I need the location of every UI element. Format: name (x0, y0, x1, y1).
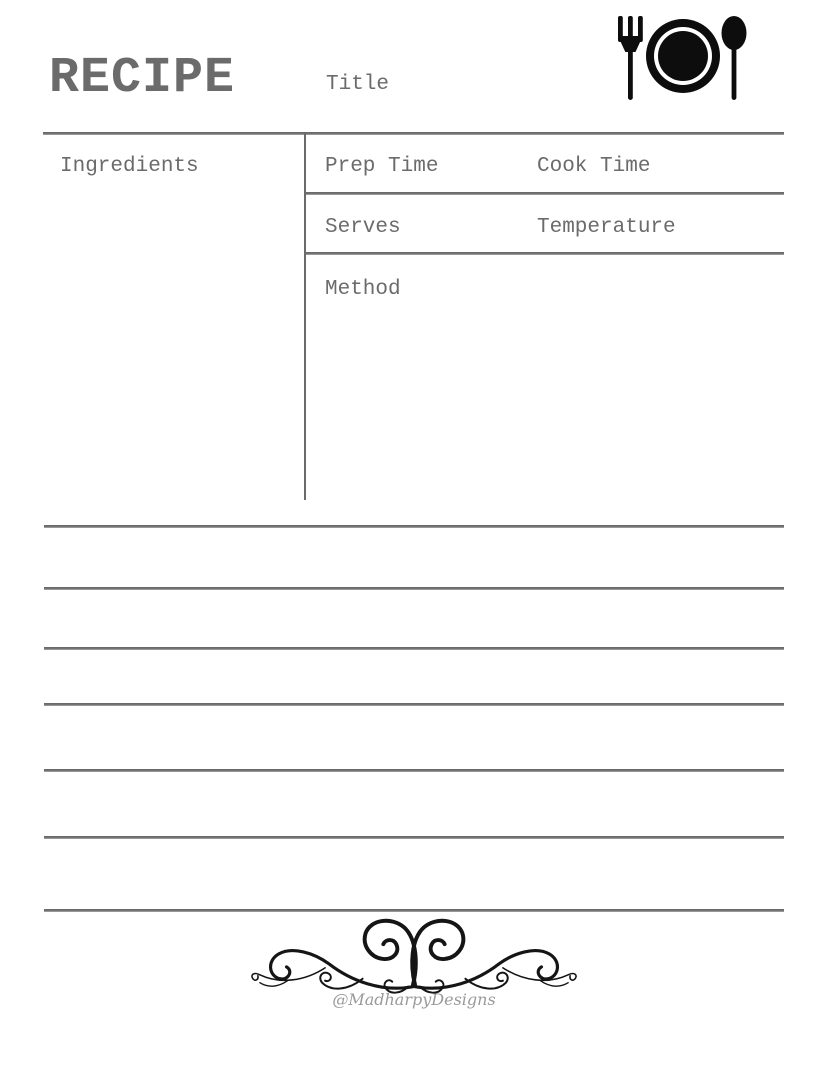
ruled-line (44, 525, 784, 528)
place-setting-icon (612, 16, 748, 100)
ruled-line (44, 836, 784, 839)
flourish-ornament-icon (246, 912, 582, 1000)
ruled-line (44, 587, 784, 590)
header-divider (43, 132, 784, 135)
plate-icon (646, 19, 720, 93)
row-divider (306, 192, 784, 195)
designer-credit: @MadharpyDesigns (332, 990, 496, 1009)
row-divider (306, 252, 784, 255)
title-field-label: Title (326, 73, 390, 96)
fork-icon (618, 16, 643, 100)
ruled-line (44, 769, 784, 772)
ruled-line (44, 703, 784, 706)
serves-label: Serves (325, 216, 401, 239)
cook-time-label: Cook Time (537, 155, 651, 178)
ingredients-label: Ingredients (60, 155, 199, 178)
prep-time-label: Prep Time (325, 155, 439, 178)
temperature-label: Temperature (537, 216, 676, 239)
page-title: RECIPE (49, 50, 236, 107)
method-label: Method (325, 278, 401, 301)
column-divider (304, 133, 306, 500)
ruled-line (44, 647, 784, 650)
spoon-icon (722, 16, 747, 100)
